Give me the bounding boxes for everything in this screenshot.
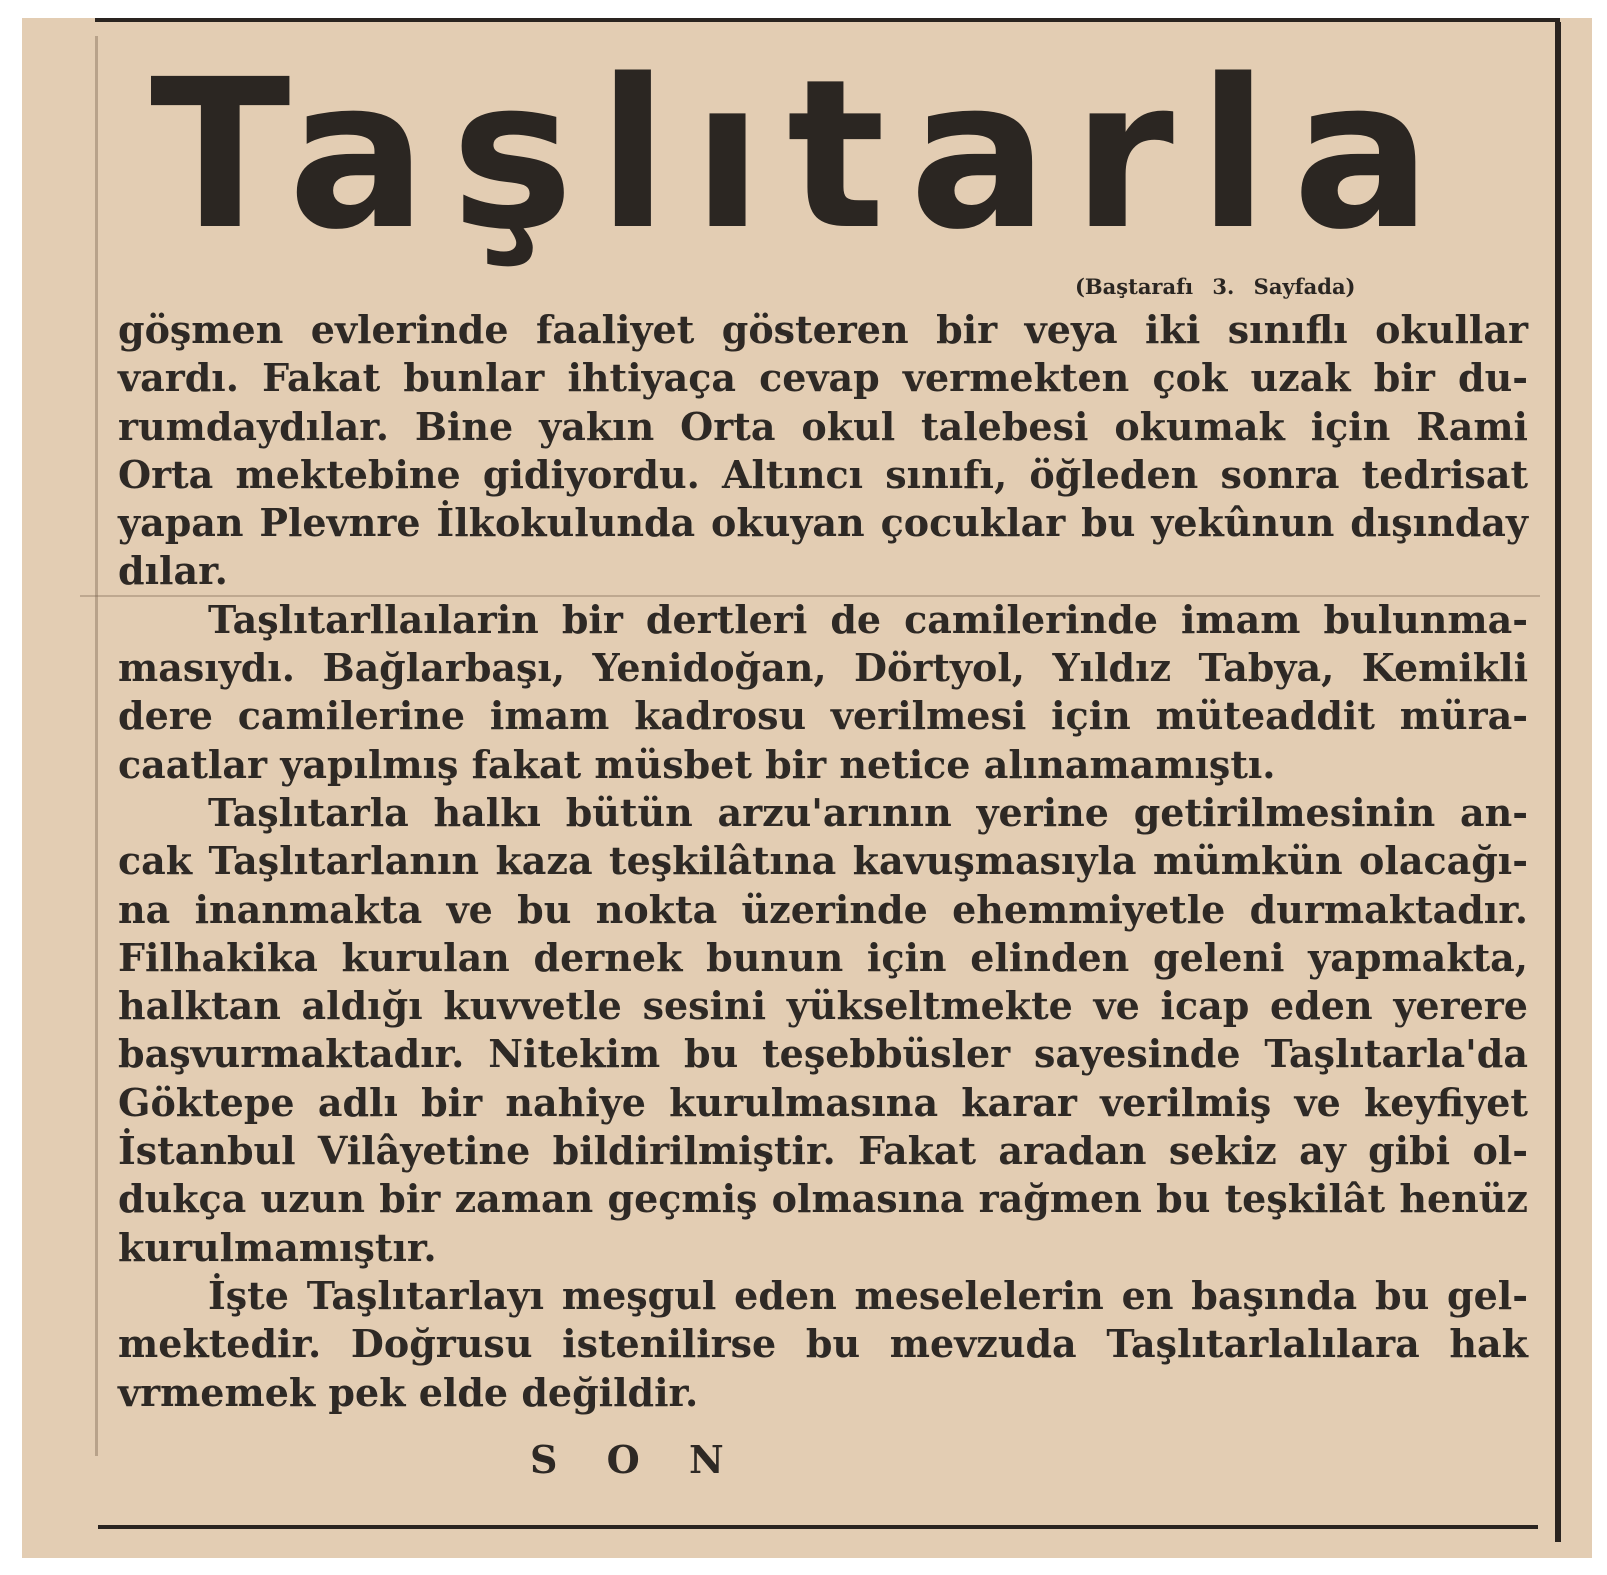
clipping-right-rule — [1555, 22, 1561, 1542]
article-line: Filhakika kurulan dernek bunun için elinden geleni yapmakta, — [118, 934, 1528, 980]
article-line: masıydı. Bağlarbaşı, Yenidoğan, Dörtyol, Yıldız Tabya, Kemikli — [118, 645, 1528, 691]
article-line: Orta mektebine gidiyordu. Altıncı sınıfı, öğleden sonra tedrisat — [118, 451, 1528, 497]
article-line: dere camilerine imam kadrosu verilmesi için müteaddit müra- — [118, 693, 1528, 739]
clipping-bottom-rule — [98, 1525, 1538, 1529]
article-line: rumdaydılar. Bine yakın Orta okul talebesi okumak için Rami — [118, 403, 1528, 449]
article-line: halktan aldığı kuvvetle sesini yükseltmekte ve icap eden yerere — [118, 983, 1528, 1029]
article-line: vardı. Fakat bunlar ihtiyaça cevap vermekten çok uzak bir du- — [118, 355, 1528, 401]
article-line: dılar. — [118, 548, 228, 594]
article-headline: Taşlıtarla — [150, 35, 1456, 275]
article-line: İşte Taşlıtarlayı meşgul eden meselelerin en başında bu gel- — [208, 1272, 1528, 1318]
article-line: mektedir. Doğrusu istenilirse bu mevzuda Taşlıtarlalılara hak — [118, 1321, 1528, 1367]
article-line: caatlar yapılmış fakat müsbet bir netice alınamamıştı. — [118, 741, 1276, 787]
article-line: dukça uzun bir zaman geçmiş olmasına rağmen bu teşkilât henüz — [118, 1176, 1528, 1222]
article-line: vrmemek pek elde değildir. — [118, 1369, 699, 1415]
article-line: Göktepe adlı bir nahiye kurulmasına karar verilmiş ve keyfiyet — [118, 1079, 1528, 1125]
article-line: İstanbul Vilâyetine bildirilmiştir. Fakat aradan sekiz ay gibi ol- — [118, 1128, 1528, 1174]
article-body — [118, 306, 1528, 1417]
article-line: Taşlıtarllaılarin bir dertleri de camilerinde imam bulunma- — [208, 596, 1528, 642]
article-line: cak Taşlıtarlanın kaza teşkilâtına kavuşmasıyla mümkün olacağı- — [118, 838, 1528, 884]
article-line: Taşlıtarla halkı bütün arzu'arının yerine getirilmesinin an- — [208, 789, 1528, 835]
article-line: göşmen evlerinde faaliyet gösteren bir veya iki sınıflı okullar — [118, 307, 1528, 352]
article-signoff: S O N — [530, 1437, 742, 1482]
article-line: na inanmakta ve bu nokta üzerinde ehemmiyetle durmaktadır. — [118, 886, 1528, 932]
clipping-top-rule — [95, 18, 1560, 22]
clipping-left-edge — [95, 36, 98, 1456]
article-line: başvurmaktadır. Nitekim bu teşebbüsler sayesinde Taşlıtarla'da — [118, 1031, 1528, 1077]
article-line: kurulmamıştır. — [118, 1224, 437, 1270]
article-line: yapan Plevnre İlkokulunda okuyan çocuklar bu yekûnun dışınday — [118, 500, 1528, 546]
continued-from-note: (Baştarafı 3. Sayfada) — [1075, 274, 1356, 299]
